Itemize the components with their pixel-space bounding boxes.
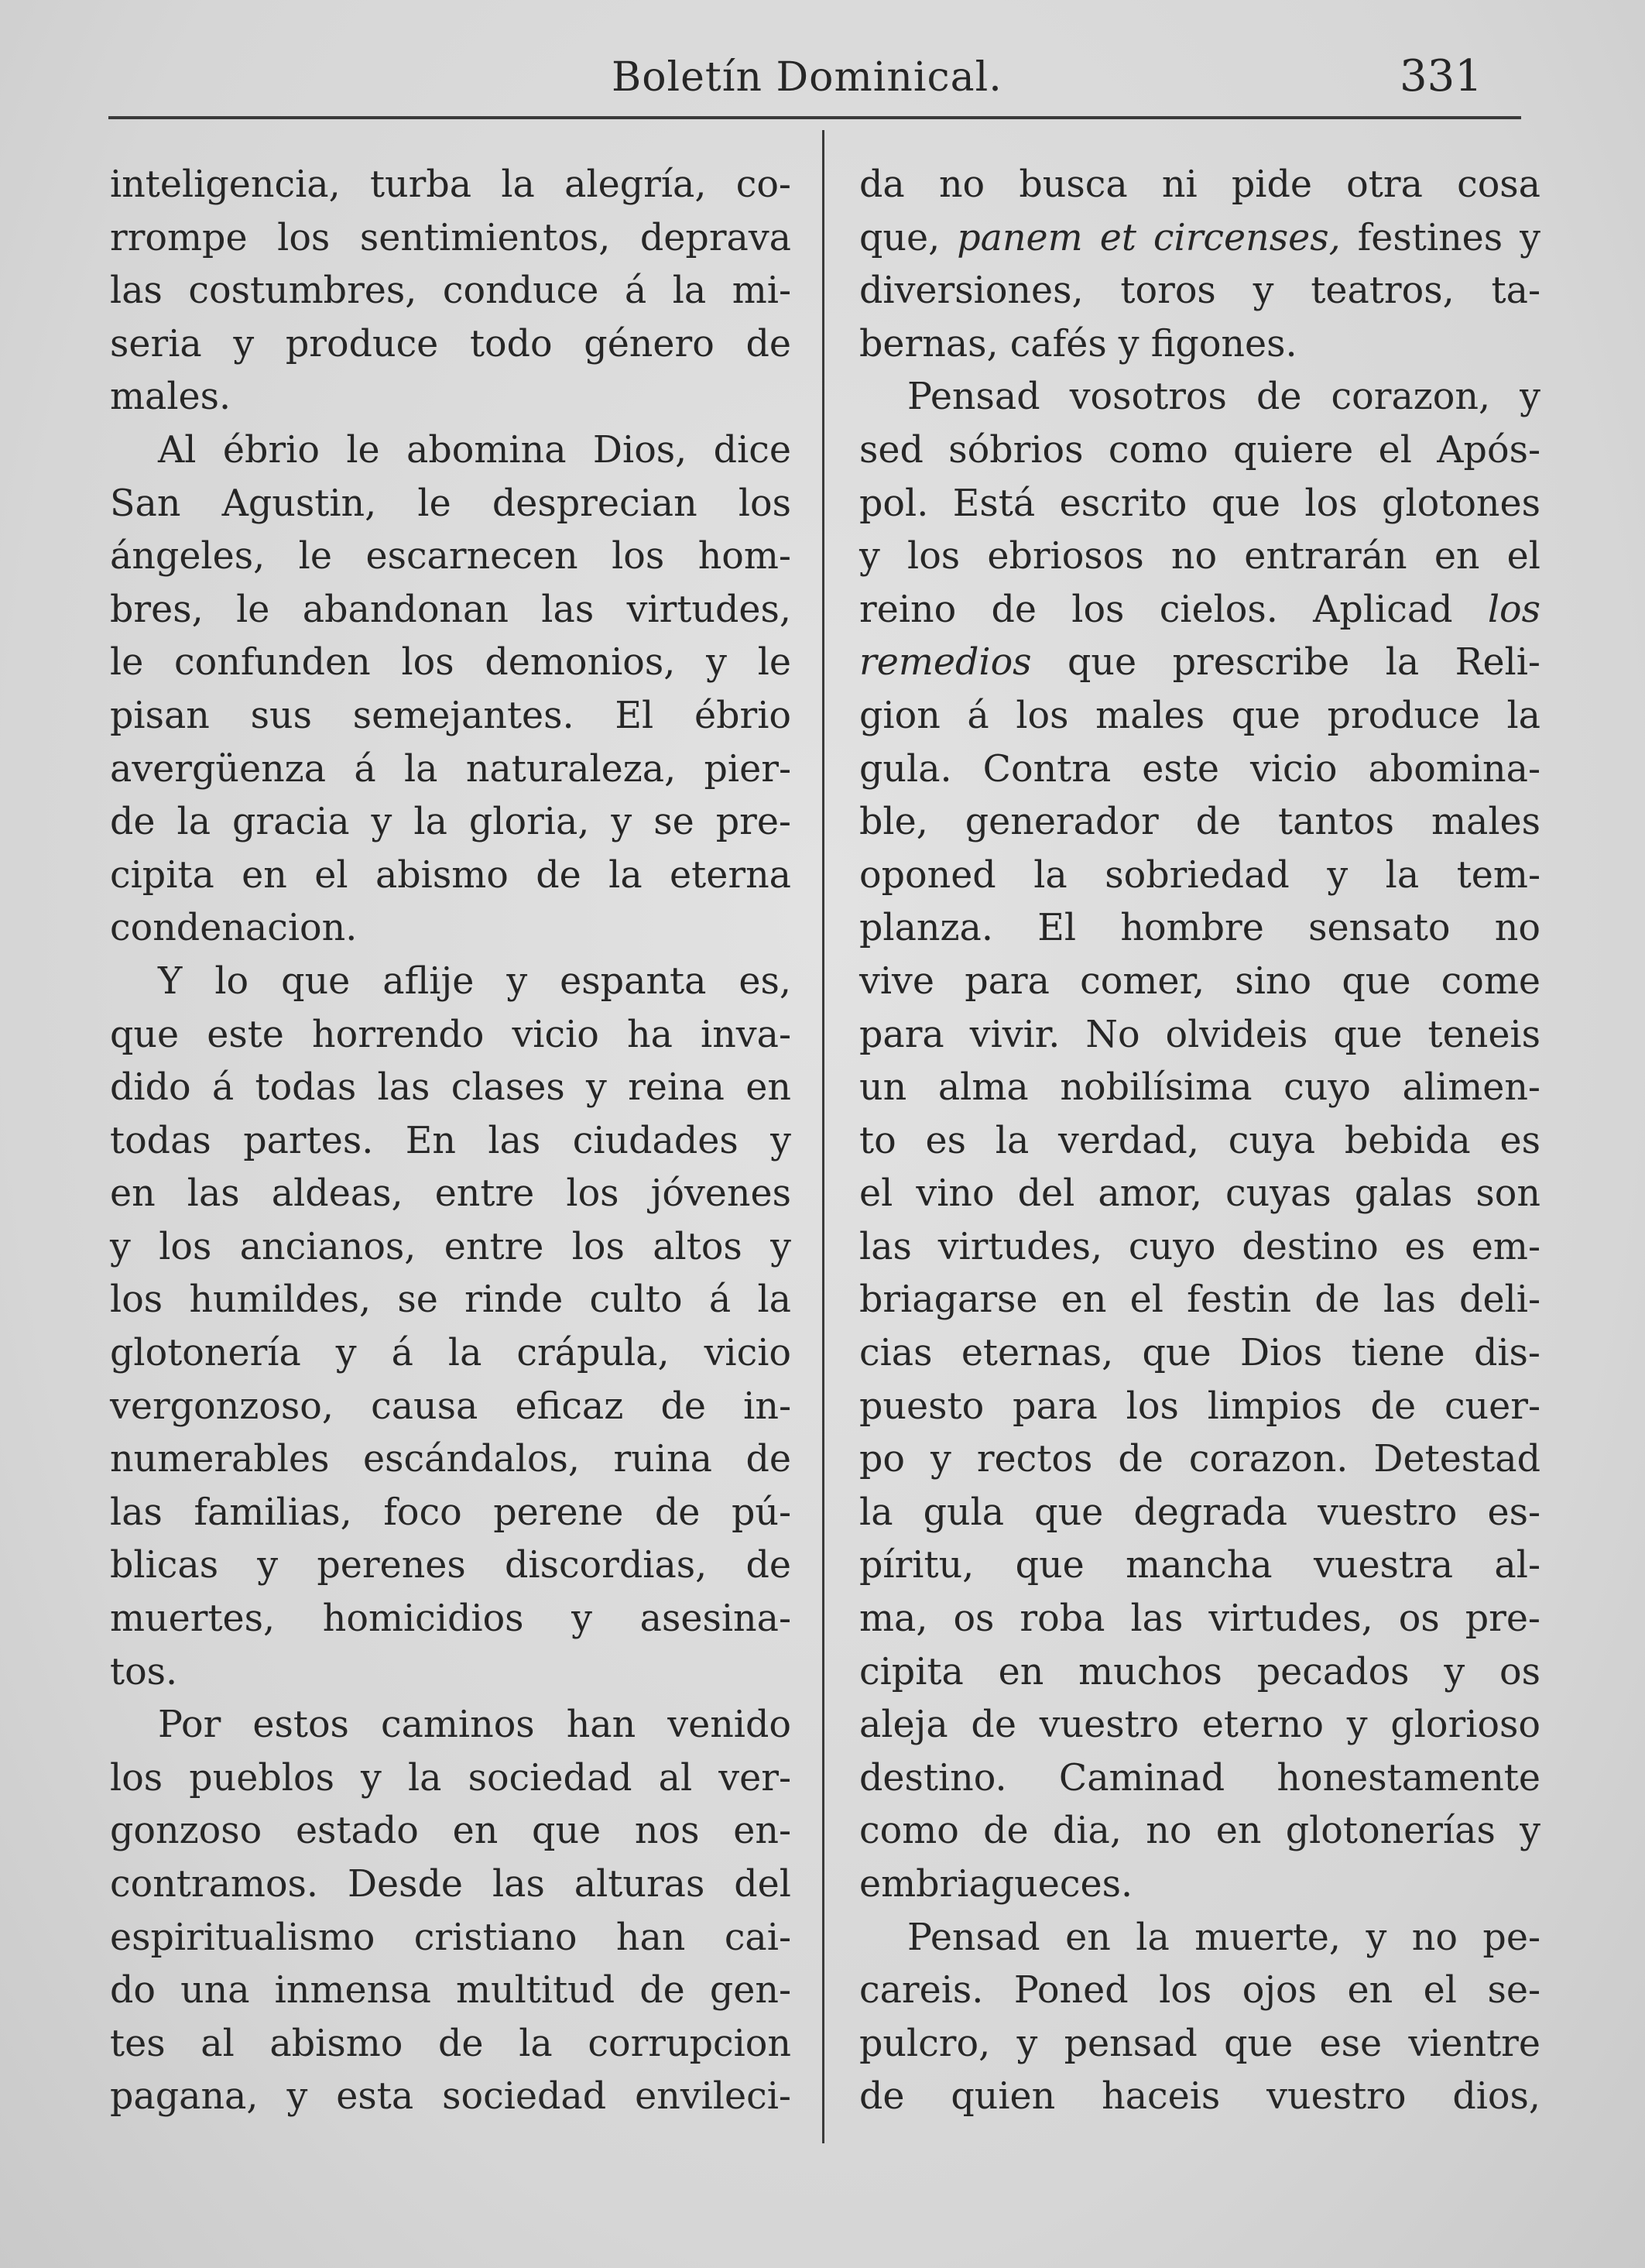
text-line: embriagueces.	[859, 1863, 1133, 1906]
text-line: el vino del amor, cuyas galas son	[859, 1172, 1540, 1216]
text-line: aleja de vuestro eterno y glorioso	[859, 1704, 1540, 1747]
text-fragment: festines y	[1340, 216, 1540, 259]
text-fragment: que prescribe la Reli-	[1031, 641, 1540, 685]
text-line: píritu, que mancha vuestra al-	[859, 1544, 1540, 1587]
text-line: los pueblos y la sociedad al ver-	[110, 1756, 791, 1800]
paragraph	[110, 1699, 791, 2124]
text-line: bernas, cafés y figones.	[859, 322, 1297, 365]
text-line: pagana, y esta sociedad envileci-	[110, 2075, 791, 2119]
text-line: oponed la sobriedad y la tem-	[859, 853, 1540, 897]
paragraph	[859, 371, 1540, 1911]
text-line: to es la verdad, cuya bebida es	[859, 1119, 1540, 1162]
text-line: muertes, homicidios y asesina-	[110, 1597, 791, 1641]
text-line: las familias, foco perene de pú-	[110, 1491, 791, 1534]
text-line: dido á todas las clases y reina en	[110, 1066, 791, 1110]
text-line	[859, 212, 1540, 266]
text-line: como de dia, no en glotonerías y	[859, 1810, 1540, 1853]
text-line: un alma nobilísima cuyo alimen-	[859, 1066, 1540, 1110]
text-line: de la gracia y la gloria, y se pre-	[110, 801, 791, 844]
paragraph	[110, 424, 791, 956]
text-line	[859, 636, 1540, 690]
text-line: los humildes, se rinde culto á la	[110, 1278, 791, 1322]
text-line: cias eternas, que Dios tiene dis-	[859, 1332, 1540, 1375]
text-line: las costumbres, conduce á la mi-	[110, 269, 791, 313]
text-line: la gula que degrada vuestro es-	[859, 1491, 1540, 1534]
text-line: las virtudes, cuyo destino es em-	[859, 1225, 1540, 1268]
text-line: rrompe los sentimientos, deprava	[110, 216, 791, 259]
text-line: y los ancianos, entre los altos y	[110, 1225, 791, 1268]
text-line: males.	[110, 376, 231, 419]
paragraph	[110, 956, 791, 1699]
left-column	[110, 159, 791, 2124]
text-line: planza. El hombre sensato no	[859, 907, 1540, 950]
text-line: do una inmensa multitud de gen-	[110, 1969, 791, 2012]
text-line: le confunden los demonios, y le	[110, 641, 791, 685]
right-column	[859, 159, 1540, 2124]
text-line: que este horrendo vicio ha inva-	[110, 1013, 791, 1056]
header-rule	[108, 116, 1521, 119]
page-number: 331	[1400, 51, 1482, 101]
text-line: vergonzoso, causa eficaz de in-	[110, 1384, 791, 1428]
text-line: gion á los males que produce la	[859, 694, 1540, 737]
text-line	[859, 584, 1540, 637]
text-line: tos.	[110, 1650, 178, 1693]
running-header-title: Boletín Dominical.	[612, 54, 1002, 101]
text-line: y los ebriosos no entrarán en el	[859, 535, 1540, 578]
column-divider	[822, 130, 824, 2143]
text-line: glotonería y á la crápula, vicio	[110, 1332, 791, 1375]
text-line: contramos. Desde las alturas del	[110, 1863, 791, 1906]
text-line: inteligencia, turba la alegría, co-	[110, 163, 791, 206]
text-line: condenacion.	[110, 907, 358, 950]
text-line: seria y produce todo género de	[110, 322, 791, 365]
italic-phrase: panem et circenses,	[957, 216, 1341, 259]
text-line: diversiones, toros y teatros, ta-	[859, 269, 1540, 313]
text-line: pol. Está escrito que los glotones	[859, 482, 1540, 525]
text-line: pulcro, y pensad que ese vientre	[859, 2022, 1540, 2065]
text-line: bres, le abandonan las virtudes,	[110, 588, 791, 631]
text-line: puesto para los limpios de cuer-	[859, 1384, 1540, 1428]
text-line: ble, generador de tantos males	[859, 801, 1540, 844]
text-line: Al ébrio le abomina Dios, dice	[158, 428, 791, 472]
text-line: Por estos caminos han venido	[158, 1704, 791, 1747]
text-line: sed sóbrios como quiere el Após-	[859, 428, 1540, 472]
text-fragment: que,	[859, 216, 958, 259]
text-line: ángeles, le escarnecen los hom-	[110, 535, 791, 578]
text-line: avergüenza á la naturaleza, pier-	[110, 747, 791, 791]
text-line: tes al abismo de la corrupcion	[110, 2022, 791, 2065]
paragraph	[110, 159, 791, 424]
text-line: Pensad en la muerte, y no pe-	[907, 1916, 1540, 1959]
text-line: po y rectos de corazon. Detestad	[859, 1438, 1540, 1481]
italic-phrase: remedios	[859, 641, 1032, 685]
text-line: da no busca ni pide otra cosa	[859, 163, 1540, 206]
text-line: pisan sus semejantes. El ébrio	[110, 694, 791, 737]
text-line: gula. Contra este vicio abomina-	[859, 747, 1540, 791]
text-line: briagarse en el festin de las deli-	[859, 1278, 1540, 1322]
text-line: vive para comer, sino que come	[859, 959, 1540, 1003]
text-line: en las aldeas, entre los jóvenes	[110, 1172, 791, 1216]
text-line: careis. Poned los ojos en el se-	[859, 1969, 1540, 2012]
text-line: espiritualismo cristiano han cai-	[110, 1916, 791, 1959]
text-line: gonzoso estado en que nos en-	[110, 1810, 791, 1853]
text-line: San Agustin, le desprecian los	[110, 482, 791, 525]
text-line: cipita en el abismo de la eterna	[110, 853, 791, 897]
text-fragment: reino de los cielos. Aplicad	[859, 588, 1488, 631]
text-line: Y lo que aflije y espanta es,	[158, 959, 791, 1003]
text-line: cipita en muchos pecados y os	[859, 1650, 1540, 1693]
paragraph	[859, 159, 1540, 371]
text-line: ma, os roba las virtudes, os pre-	[859, 1597, 1540, 1641]
paragraph	[859, 1912, 1540, 2124]
text-line: numerables escándalos, ruina de	[110, 1438, 791, 1481]
text-line: Pensad vosotros de corazon, y	[907, 376, 1540, 419]
text-line: destino. Caminad honestamente	[859, 1756, 1540, 1800]
text-line: para vivir. No olvideis que teneis	[859, 1013, 1540, 1056]
text-line: blicas y perenes discordias, de	[110, 1544, 791, 1587]
text-line: de quien haceis vuestro dios,	[859, 2075, 1540, 2119]
italic-phrase: los	[1487, 588, 1540, 631]
text-line: todas partes. En las ciudades y	[110, 1119, 791, 1162]
